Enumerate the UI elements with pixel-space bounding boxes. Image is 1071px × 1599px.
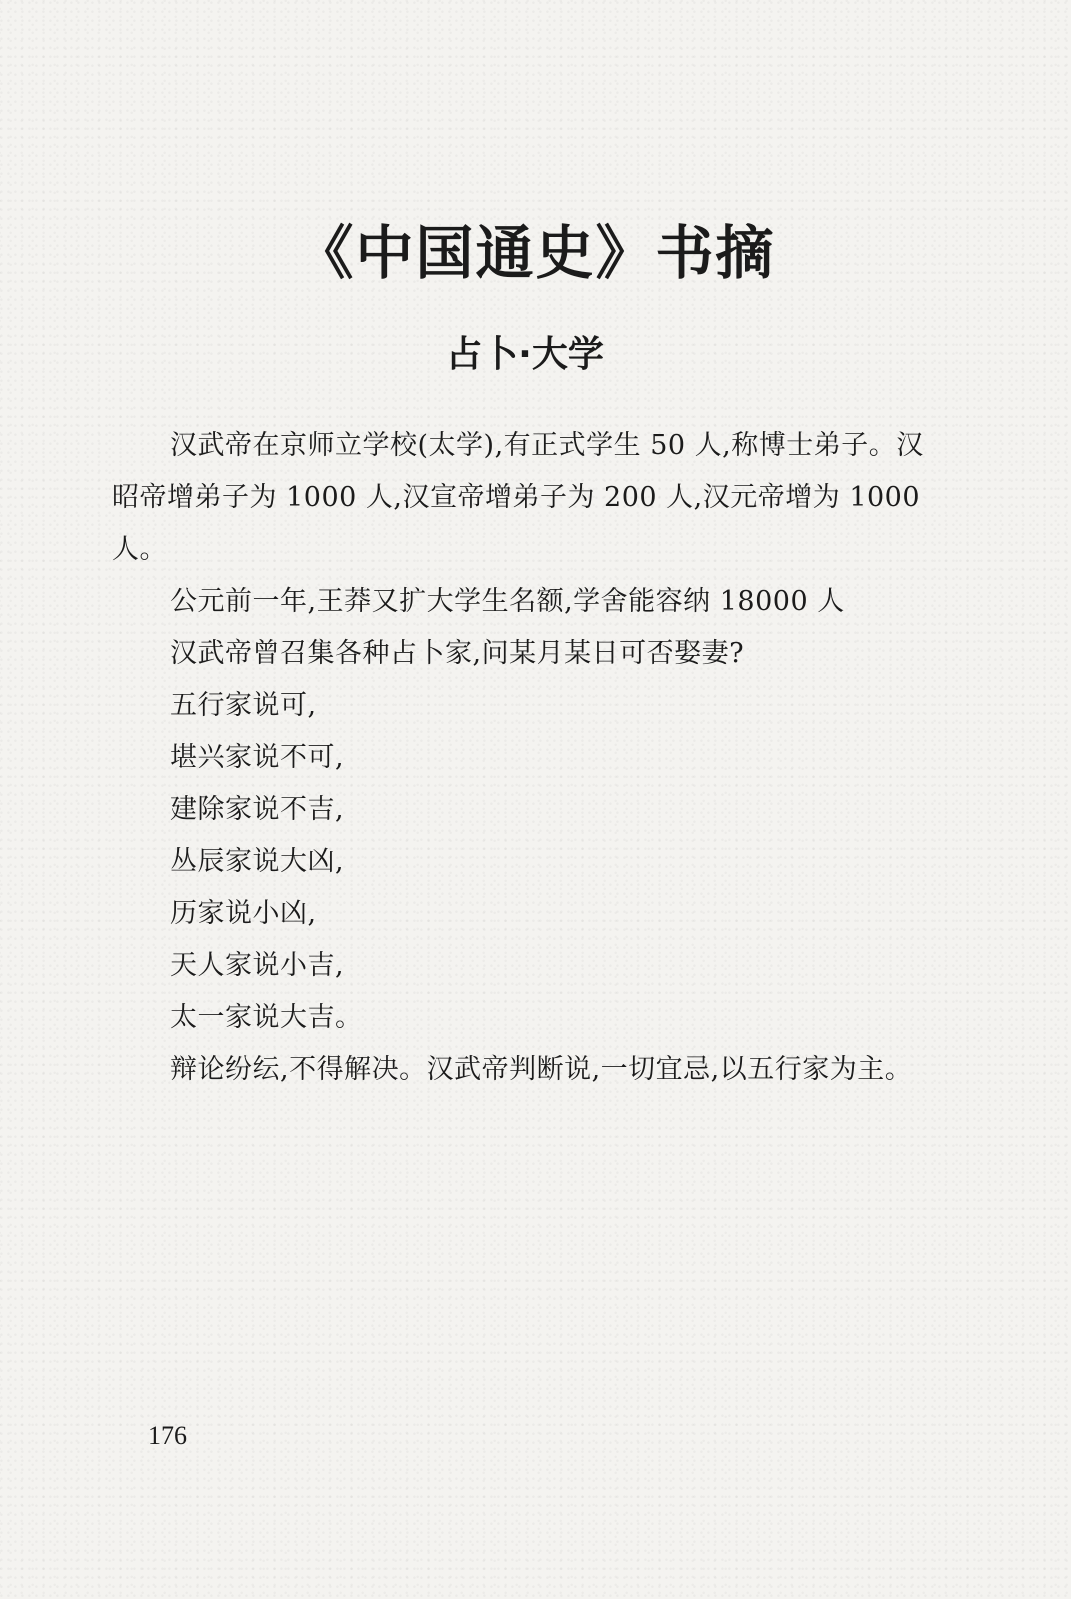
line-kanxing: 堪兴家说不可,: [170, 742, 345, 773]
line-wuxing: 五行家说可,: [170, 690, 317, 721]
paragraph-divination-question: 汉武帝曾召集各种占卜家,问某月某日可否娶妻?: [170, 638, 745, 669]
paragraph-taixue: 汉武帝在京师立学校(太学),有正式学生 50 人,称博士弟子。汉昭帝增弟子为 1000 人,汉宣帝增弟子为 200 人,汉元帝增为 1000 人。: [112, 430, 924, 565]
page-title: 《中国通史》书摘: [295, 219, 776, 287]
page-number: 176: [148, 1421, 187, 1450]
line-tianren: 天人家说小吉,: [170, 950, 345, 981]
paragraph-wangmang: 公元前一年,王莽又扩大学生名额,学舍能容纳 18000 人: [170, 586, 845, 617]
line-lijia: 历家说小凶,: [170, 898, 317, 929]
paragraph-conclusion: 辩论纷纭,不得解决。汉武帝判断说,一切宜忌,以五行家为主。: [170, 1054, 913, 1085]
line-taiyi: 太一家说大吉。: [170, 1002, 363, 1033]
section-subtitle: 占卜·大学: [446, 334, 604, 375]
line-jianchu: 建除家说不吉,: [170, 794, 345, 825]
body-text: [112, 420, 942, 1096]
line-congchen: 丛辰家说大凶,: [170, 846, 345, 877]
